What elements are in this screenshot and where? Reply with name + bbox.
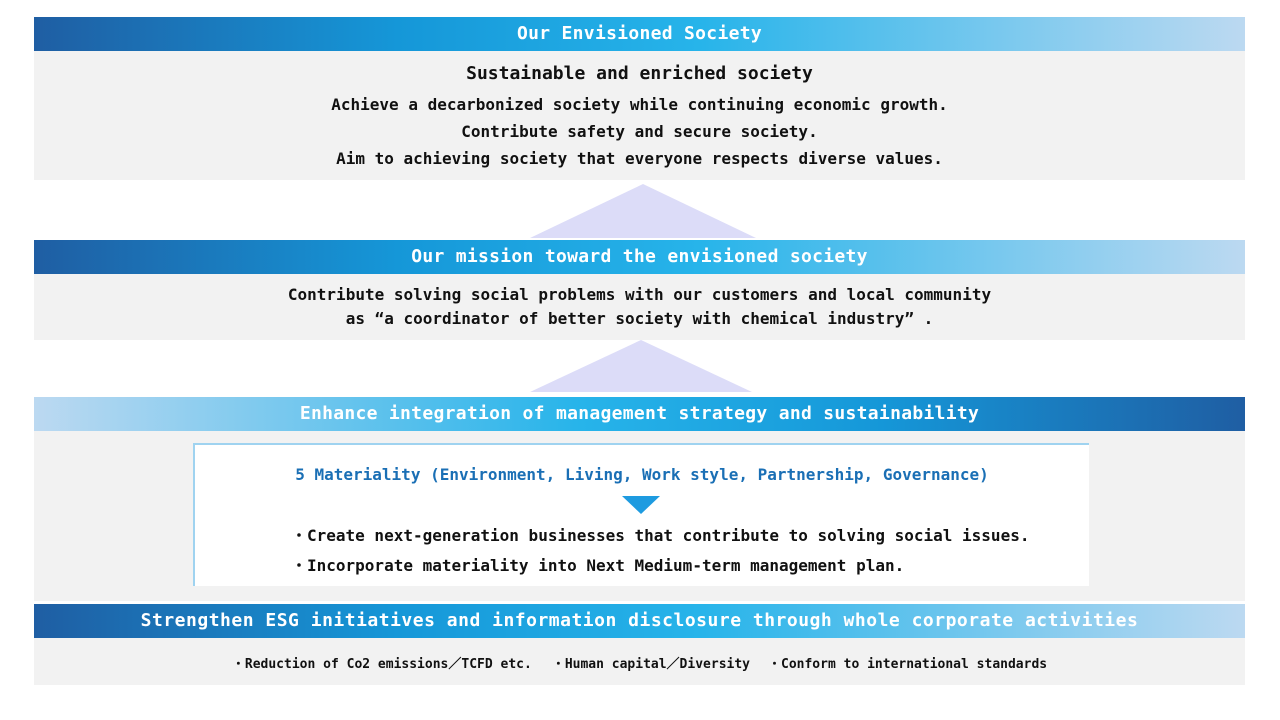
esg-item-human-capital: ・Human capital／Diversity	[551, 657, 750, 672]
mission-panel	[34, 274, 1245, 340]
esg-header: Strengthen ESG initiatives and information disclosure through whole corporate activities	[34, 604, 1245, 638]
esg-panel	[34, 638, 1245, 685]
esg-item-co2: ・Reduction of Co2 emissions／TCFD etc.	[231, 657, 532, 672]
up-arrow-icon	[530, 340, 752, 392]
materiality-title: 5 Materiality (Environment, Living, Work style, Partnership, Governance)	[295, 465, 989, 484]
up-arrow-icon	[530, 184, 756, 238]
integration-header: Enhance integration of management strategy and sustainability	[34, 397, 1245, 431]
mission-line-2: as “a coordinator of better society with chemical industry” .	[345, 309, 934, 328]
mission-line-1: Contribute solving social problems with our customers and local community	[287, 285, 992, 304]
mission-header: Our mission toward the envisioned society	[34, 240, 1245, 274]
envisioned-society-title: Sustainable and enriched society	[466, 63, 813, 84]
integration-bullet-2: ・Incorporate materiality into Next Medium-term management plan.	[291, 556, 905, 575]
envisioned-line-3: Aim to achieving society that everyone respects diverse values.	[336, 149, 943, 168]
esg-item-standards: ・Conform to international standards	[768, 657, 1048, 672]
envisioned-line-1: Achieve a decarbonized society while continuing economic growth.	[331, 95, 948, 114]
materiality-box	[193, 443, 1089, 586]
down-arrow-icon	[622, 496, 660, 514]
esg-items	[34, 653, 1245, 672]
envisioned-line-2: Contribute safety and secure society.	[461, 122, 818, 141]
envisioned-society-header: Our Envisioned Society	[34, 17, 1245, 51]
integration-bullet-1: ・Create next-generation businesses that contribute to solving social issues.	[291, 526, 1030, 545]
envisioned-society-panel	[34, 51, 1245, 180]
